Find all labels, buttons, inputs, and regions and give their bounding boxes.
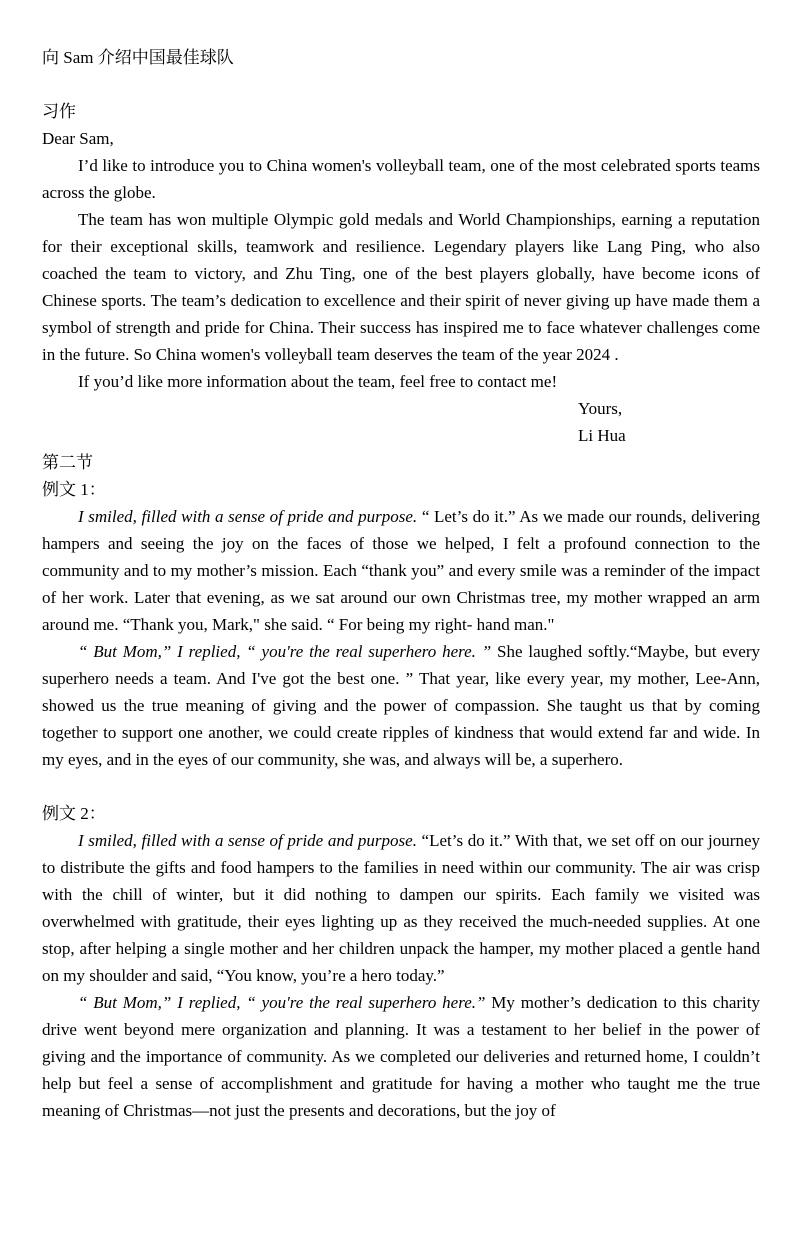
example1-paragraph-2-body: She laughed softly.“Maybe, but every superhero needs a team. And I've got the best one. ” That year, like every year, my mother, Lee-Ann, showed us the true meaning of giving and the power of compassion. She taught us that by coming together to support one another, we could create ripples of kindness that would extend far and wide. In my eyes, and in the eyes of our community, she was, and always will be, a superhero. [42, 642, 760, 769]
example1-paragraph-1 [42, 503, 760, 638]
example2-paragraph-1-body: “Let’s do it.” With that, we set off on our journey to distribute the gifts and food hampers to the families in need within our community. The air was crisp with the chill of winter, but it did nothing to dampen our spirits. Each family we visited was overwhelmed with gratitude, their eyes lighting up as they received the much-needed supplies. At one stop, after helping a single mother and her children unpack the hamper, my mother placed a gentle hand on my shoulder and said, “You know, you’re a hero today.” [42, 831, 760, 985]
letter-paragraph-1: I’d like to introduce you to China women's volleyball team, one of the most celebrated sports teams across the globe. [42, 156, 760, 202]
letter-closing: Yours, [578, 399, 623, 418]
letter-paragraph-2: The team has won multiple Olympic gold medals and World Championships, earning a reputation for their exceptional skills, teamwork and resilience. Legendary players like Lang Ping, who also coached the team to victory, and Zhu Ting, one of the best players globally, have become icons of Chinese sports. The team’s dedication to excellence and their spirit of never giving up have made them a symbol of strength and pride for China. Their success has inspired me to face whatever challenges come in the future. So China women's volleyball team deserves the team of the year 2024 . [42, 210, 760, 364]
section2-heading: 第二节 [42, 453, 93, 472]
blank-line [42, 773, 760, 800]
letter-paragraph-3: If you’d like more information about the team, feel free to contact me! [78, 372, 558, 391]
blank-line [42, 71, 760, 98]
letter-closing-block [578, 395, 760, 449]
letter-salutation: Dear Sam, [42, 129, 114, 148]
example2-paragraph-1 [42, 827, 760, 989]
document-title: 向 Sam 介绍中国最佳球队 [42, 48, 234, 67]
example1-paragraph-2 [42, 638, 760, 773]
example2-paragraph-2 [42, 989, 760, 1124]
letter-signature: Li Hua [578, 426, 626, 445]
example1-paragraph-2-italic-lead: “ But Mom,” I replied, “ you're the real superhero here. ” [78, 642, 492, 661]
example2-paragraph-2-body: My mother’s dedication to this charity drive went beyond mere organization and planning. It was a testament to her belief in the power of giving and the importance of community. As we completed our deliveries and returned home, I couldn’t help but feel a sense of accomplishment and gratitude for having a mother who taught me the true meaning of Christmas—not just the presents and decorations, but the joy of [42, 993, 761, 1120]
example2-label: 例文 2： [42, 804, 106, 823]
example2-paragraph-1-italic-lead: I smiled, filled with a sense of pride and purpose. [78, 831, 417, 850]
example1-label: 例文 1： [42, 480, 106, 499]
example2-paragraph-2-italic-lead: “ But Mom,” I replied, “ you're the real superhero here.” [78, 993, 486, 1012]
example1-paragraph-1-italic-lead: I smiled, filled with a sense of pride and purpose. [78, 507, 418, 526]
letter-heading: 习作 [42, 102, 76, 121]
example1-paragraph-1-body: “ Let’s do it.” As we made our rounds, delivering hampers and seeing the joy on the faces of those we helped, I felt a profound connection to the community and to my mother’s mission. Each “thank you” and every smile was a reminder of the impact of her work. Later that evening, as we sat around our own Christmas tree, my mother wrapped an arm around me. “Thank you, Mark," she said. “ For being my right- hand man." [42, 507, 760, 634]
